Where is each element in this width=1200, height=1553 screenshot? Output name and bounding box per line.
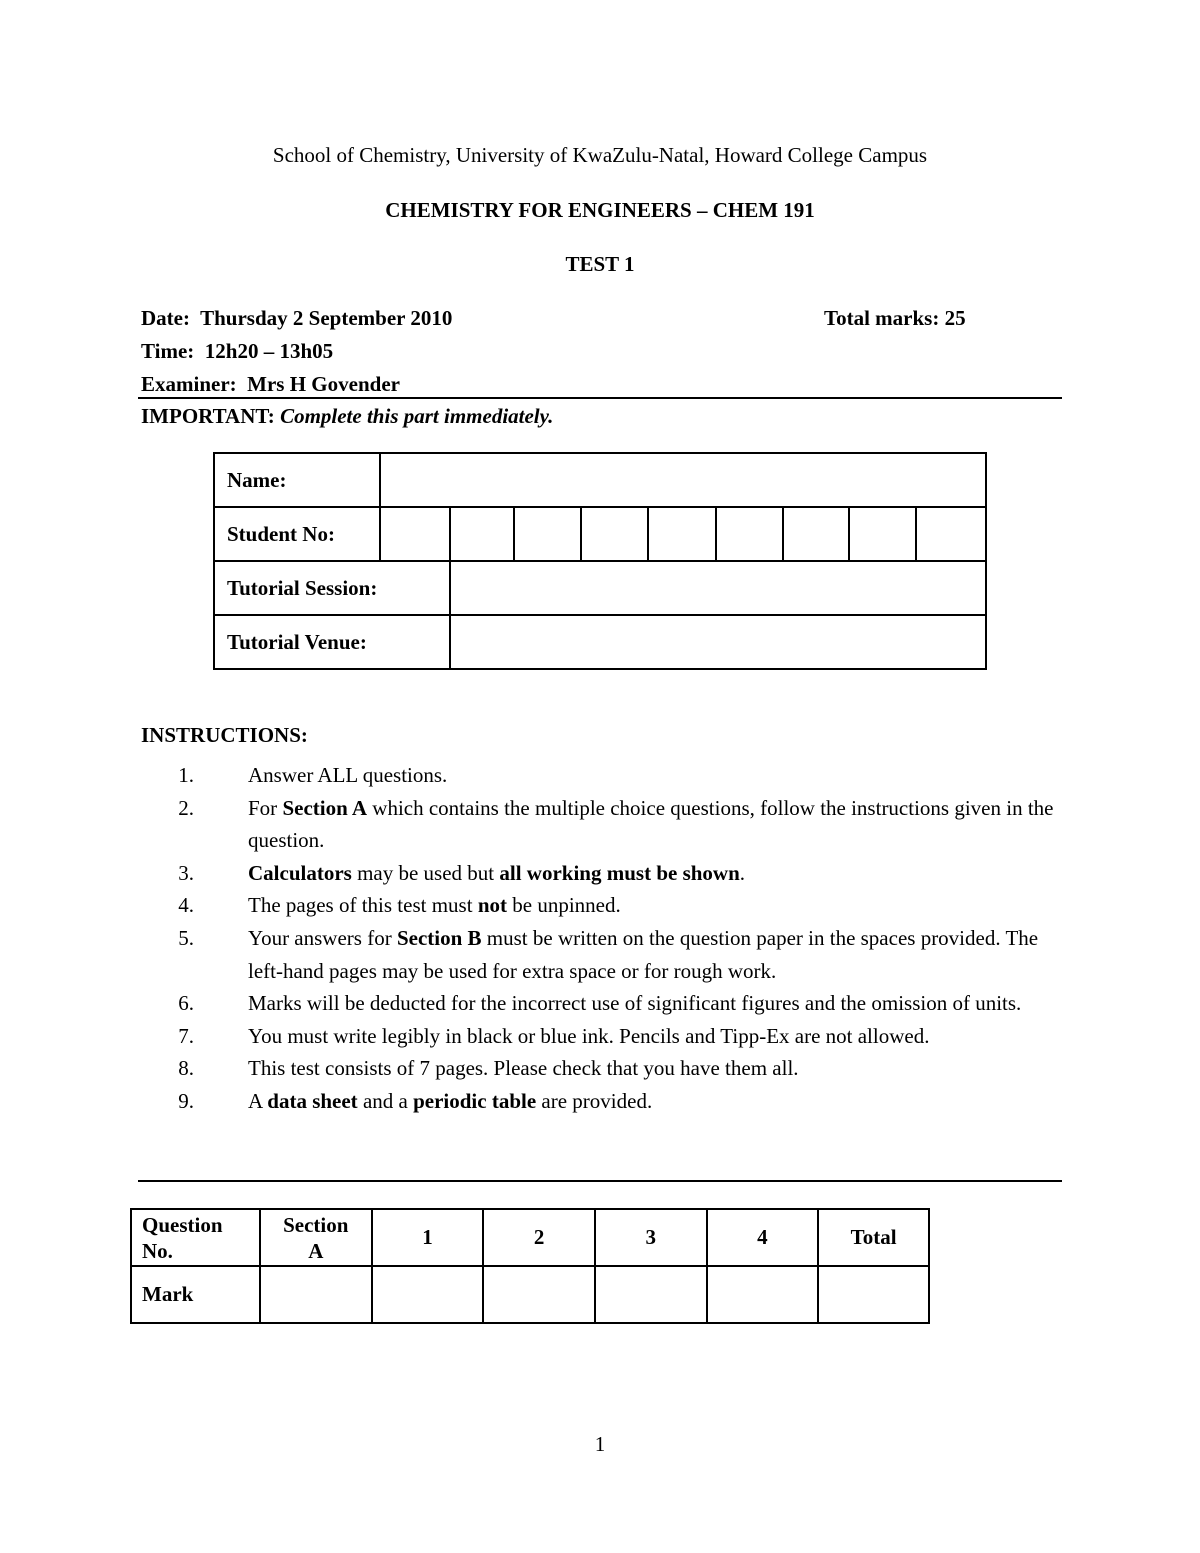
student-no-box[interactable] (783, 507, 850, 561)
instruction-text: . (739, 860, 746, 885)
test-title: TEST 1 (565, 252, 635, 276)
instruction-emphasis: Section A (282, 795, 368, 820)
student-no-box[interactable] (450, 507, 515, 561)
instruction-number: 8. (178, 1056, 194, 1081)
name-field[interactable] (380, 453, 986, 507)
instruction-item (138, 889, 1062, 922)
marks-table (130, 1208, 930, 1324)
date-label: Date: (141, 306, 190, 330)
instruction-number: 7. (178, 1023, 194, 1048)
important-line (141, 403, 553, 429)
instruction-emphasis: periodic table (413, 1088, 537, 1113)
mark-cell-q4[interactable] (707, 1266, 819, 1323)
instruction-number: 2. (178, 795, 194, 820)
student-no-box[interactable] (916, 507, 986, 561)
date-value: Thursday 2 September 2010 (200, 306, 453, 330)
instruction-emphasis: all working must be shown (499, 860, 740, 885)
instruction-text: Marks will be deducted for the incorrect use of significant figures and the omission of units. (248, 991, 1022, 1016)
instruction-text: which contains the multiple choice questions, follow the instructions given in the question. (248, 795, 1054, 853)
time-value: 12h20 – 13h05 (204, 339, 334, 363)
instruction-emphasis: not (477, 893, 507, 918)
instruction-item (138, 987, 1062, 1020)
question-1-header: 1 (372, 1209, 484, 1266)
instruction-text: are provided. (536, 1088, 653, 1113)
instruction-text: This test consists of 7 pages. Please check that you have them all. (248, 1056, 799, 1081)
time-line (141, 338, 333, 364)
instruction-item (138, 922, 1062, 987)
student-no-box[interactable] (581, 507, 648, 561)
mark-cell-q1[interactable] (372, 1266, 484, 1323)
total-marks-label: Total marks: (824, 306, 940, 330)
question-no-header (131, 1209, 260, 1266)
instruction-text: must be written on the question paper in the spaces provided. The left-hand pages may be used for extra space or for rough work. (248, 925, 1039, 983)
tutorial-session-label: Tutorial Session: (214, 561, 450, 615)
tutorial-venue-field[interactable] (450, 615, 987, 669)
date-line (141, 305, 452, 331)
total-marks-line (824, 305, 966, 331)
instruction-text: A (248, 1088, 268, 1113)
instruction-emphasis: data sheet (267, 1088, 358, 1113)
instruction-emphasis: Section B (396, 925, 482, 950)
instruction-item (138, 1085, 1062, 1118)
tutorial-session-field[interactable] (450, 561, 987, 615)
student-no-box[interactable] (849, 507, 916, 561)
total-marks-value: 25 (944, 306, 966, 330)
important-text: Complete this part immediately. (280, 404, 554, 428)
instruction-number: 1. (178, 763, 194, 787)
important-label: IMPORTANT: (141, 404, 275, 428)
instruction-number: 9. (178, 1088, 194, 1113)
student-no-box[interactable] (716, 507, 783, 561)
question-header-line1: Question (142, 1212, 223, 1237)
instruction-number: 4. (178, 893, 194, 918)
question-2-header: 2 (483, 1209, 595, 1266)
section-header-line2: A (308, 1238, 324, 1263)
examiner-value: Mrs H Govender (247, 372, 400, 396)
instruction-item (138, 792, 1062, 857)
instructions-list (138, 759, 1062, 1118)
instruction-text: and a (357, 1088, 414, 1113)
mark-cell-q2[interactable] (483, 1266, 595, 1323)
section-header-line1: Section (283, 1212, 349, 1237)
question-header-line2: No. (142, 1238, 173, 1263)
instruction-text: Answer ALL questions. (248, 763, 448, 787)
student-no-label: Student No: (214, 507, 380, 561)
student-no-box[interactable] (648, 507, 716, 561)
instruction-text: may be used but (351, 860, 500, 885)
student-details-form (213, 452, 987, 670)
instruction-number: 6. (178, 991, 194, 1016)
examiner-line (141, 371, 400, 397)
instruction-item (138, 1020, 1062, 1053)
divider-bottom (138, 1180, 1062, 1182)
course-title: CHEMISTRY FOR ENGINEERS – CHEM 191 (385, 198, 815, 222)
question-4-header: 4 (707, 1209, 819, 1266)
instruction-text: be unpinned. (507, 893, 621, 918)
page-number: 1 (594, 1432, 606, 1456)
total-header: Total (818, 1209, 929, 1266)
name-label: Name: (214, 453, 380, 507)
student-no-box[interactable] (514, 507, 581, 561)
instruction-item (138, 857, 1062, 890)
section-a-header (260, 1209, 372, 1266)
student-no-box[interactable] (380, 507, 450, 561)
examiner-label: Examiner: (141, 372, 237, 396)
mark-label: Mark (131, 1266, 260, 1323)
mark-cell-total[interactable] (818, 1266, 929, 1323)
mark-cell-section-a[interactable] (260, 1266, 372, 1323)
instructions-heading: INSTRUCTIONS: (141, 723, 308, 747)
question-3-header: 3 (595, 1209, 707, 1266)
time-label: Time: (141, 339, 195, 363)
divider-top (138, 397, 1062, 399)
tutorial-venue-label: Tutorial Venue: (214, 615, 450, 669)
instruction-item (138, 1052, 1062, 1085)
instruction-text: You must write legibly in black or blue ink. Pencils and Tipp-Ex are not allowed. (248, 1023, 930, 1048)
instruction-text: The pages of this test must (248, 893, 478, 918)
institution-line: School of Chemistry, University of KwaZulu-Natal, Howard College Campus (272, 143, 928, 167)
instruction-text: For (248, 795, 283, 820)
instruction-number: 3. (178, 860, 194, 885)
instruction-text: Your answers for (248, 925, 397, 950)
instruction-emphasis: Calculators (248, 860, 352, 885)
mark-cell-q3[interactable] (595, 1266, 707, 1323)
instruction-number: 5. (178, 925, 194, 950)
instruction-item (138, 759, 1062, 792)
